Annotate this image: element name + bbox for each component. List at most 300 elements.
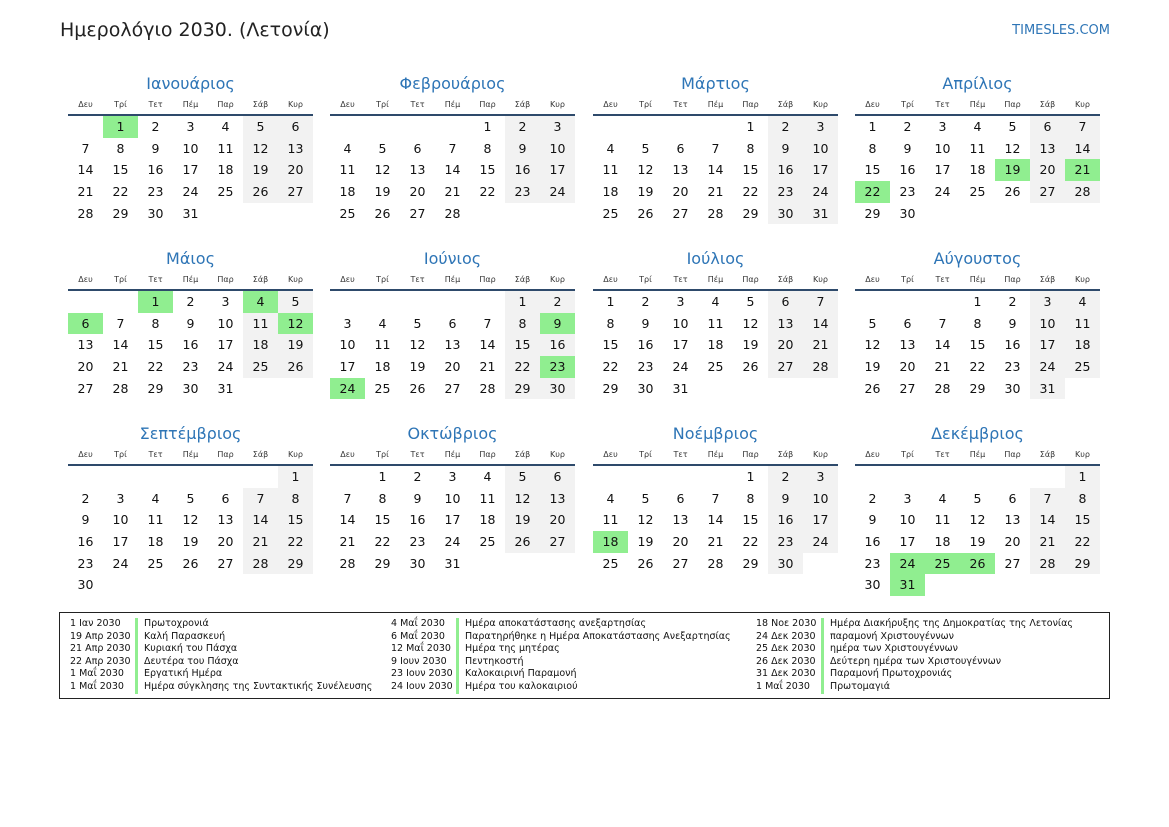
day-cell: 22 bbox=[479, 184, 496, 200]
day-grid bbox=[330, 291, 575, 399]
day-cell: 3 bbox=[221, 294, 230, 309]
day-cell: 8 bbox=[483, 140, 492, 156]
weekday-label: Κυρ bbox=[288, 100, 303, 109]
weekday-label: Παρ bbox=[479, 100, 496, 109]
site-link[interactable]: TIMESLES.COM bbox=[1012, 23, 1110, 38]
weekday-label: Πέμ bbox=[969, 450, 986, 459]
day-cell: 20 bbox=[768, 334, 803, 356]
day-cell: 4 bbox=[343, 140, 352, 156]
day-cell: 18 bbox=[707, 337, 724, 353]
day-cell: 22 bbox=[278, 531, 313, 553]
legend-row bbox=[70, 643, 372, 656]
holiday-day-cell: 24 bbox=[890, 553, 925, 575]
day-cell: 13 bbox=[217, 512, 234, 528]
day-cell: 18 bbox=[602, 184, 619, 200]
day-cell: 16 bbox=[637, 337, 654, 353]
day-cell: 17 bbox=[339, 359, 356, 375]
day-cell: 23 bbox=[899, 184, 916, 200]
day-cell: 22 bbox=[1065, 531, 1100, 553]
day-cell: 31 bbox=[182, 205, 199, 221]
holiday-name: Ημέρα της μητέρας bbox=[465, 643, 560, 655]
weekday-label: Τρί bbox=[639, 450, 652, 459]
holiday-date: 6 Μαΐ 2030 bbox=[391, 630, 445, 642]
day-cell: 21 bbox=[77, 184, 94, 200]
day-cell: 3 bbox=[903, 490, 912, 506]
day-cell: 1 bbox=[606, 294, 615, 309]
empty-cell bbox=[470, 291, 505, 313]
empty-cell bbox=[330, 116, 365, 138]
day-cell: 10 bbox=[444, 490, 461, 506]
day-cell: 14 bbox=[444, 162, 461, 178]
day-cell: 13 bbox=[540, 488, 575, 510]
weekday-label: Κυρ bbox=[1075, 275, 1090, 284]
day-cell: 6 bbox=[540, 466, 575, 488]
day-cell: 5 bbox=[243, 116, 278, 138]
day-cell: 5 bbox=[746, 294, 755, 309]
day-cell: 7 bbox=[483, 315, 492, 331]
holiday-day-cell: 24 bbox=[330, 378, 365, 400]
weekday-label: Τετ bbox=[148, 450, 163, 459]
day-cell: 9 bbox=[868, 512, 877, 528]
empty-cell bbox=[855, 466, 890, 488]
weekday-label: Τετ bbox=[673, 275, 688, 284]
day-cell: 12 bbox=[742, 315, 759, 331]
day-cell: 4 bbox=[938, 490, 947, 506]
weekday-label: Τετ bbox=[148, 100, 163, 109]
weekday-label: Κυρ bbox=[288, 450, 303, 459]
day-cell: 15 bbox=[602, 337, 619, 353]
holiday-date: 22 Απρ 2030 bbox=[70, 655, 131, 667]
day-cell: 27 bbox=[899, 380, 916, 396]
legend-row bbox=[391, 631, 731, 644]
day-cell: 8 bbox=[505, 313, 540, 335]
day-cell: 21 bbox=[112, 359, 129, 375]
day-cell: 14 bbox=[1030, 509, 1065, 531]
day-cell: 24 bbox=[803, 181, 838, 203]
day-cell: 25 bbox=[479, 534, 496, 550]
day-cell: 13 bbox=[409, 162, 426, 178]
holiday-name: Κυριακή του Πάσχα bbox=[144, 643, 238, 655]
day-cell: 24 bbox=[803, 531, 838, 553]
day-cell: 14 bbox=[707, 512, 724, 528]
weekday-label: Τετ bbox=[673, 450, 688, 459]
day-cell: 14 bbox=[339, 512, 356, 528]
day-cell: 13 bbox=[899, 337, 916, 353]
day-cell: 20 bbox=[672, 534, 689, 550]
legend-row bbox=[756, 668, 1073, 681]
day-cell: 14 bbox=[803, 313, 838, 335]
day-cell: 6 bbox=[1008, 490, 1017, 506]
day-cell: 9 bbox=[768, 138, 803, 160]
legend-column-3 bbox=[756, 618, 1073, 694]
day-cell: 2 bbox=[768, 116, 803, 138]
day-cell: 6 bbox=[413, 140, 422, 156]
day-cell: 27 bbox=[672, 555, 689, 571]
day-cell: 1 bbox=[746, 119, 755, 134]
day-cell: 1 bbox=[505, 291, 540, 313]
weekday-header bbox=[68, 270, 313, 291]
day-cell: 20 bbox=[77, 359, 94, 375]
day-cell: 10 bbox=[672, 315, 689, 331]
day-cell: 24 bbox=[217, 359, 234, 375]
empty-cell bbox=[663, 116, 698, 138]
day-cell: 29 bbox=[742, 205, 759, 221]
weekday-label: Σάβ bbox=[252, 450, 269, 459]
day-cell: 15 bbox=[864, 162, 881, 178]
holiday-day-cell: 4 bbox=[243, 291, 278, 313]
weekday-label: Σάβ bbox=[777, 450, 794, 459]
day-cell: 7 bbox=[116, 315, 125, 331]
day-cell: 24 bbox=[182, 184, 199, 200]
day-cell: 29 bbox=[505, 378, 540, 400]
day-cell: 10 bbox=[339, 337, 356, 353]
month-name: Νοέμβριος bbox=[672, 424, 759, 443]
day-cell: 29 bbox=[278, 553, 313, 575]
day-cell: 20 bbox=[1004, 534, 1021, 550]
day-cell: 1 bbox=[378, 469, 387, 484]
empty-cell bbox=[698, 466, 733, 488]
empty-cell bbox=[925, 291, 960, 313]
day-cell: 13 bbox=[1004, 512, 1021, 528]
holiday-marker bbox=[135, 643, 138, 656]
weekday-label: Τρί bbox=[376, 275, 389, 284]
weekday-label: Τετ bbox=[410, 450, 425, 459]
day-cell: 12 bbox=[374, 162, 391, 178]
day-cell: 12 bbox=[969, 512, 986, 528]
day-cell: 23 bbox=[637, 359, 654, 375]
day-cell: 20 bbox=[1030, 159, 1065, 181]
weekday-header bbox=[68, 445, 313, 466]
day-cell: 30 bbox=[182, 380, 199, 396]
holiday-name: Καλή Παρασκευή bbox=[144, 630, 226, 642]
day-cell: 18 bbox=[969, 162, 986, 178]
day-cell: 28 bbox=[479, 380, 496, 396]
weekday-label: Παρ bbox=[479, 275, 496, 284]
day-cell: 26 bbox=[182, 555, 199, 571]
holiday-marker bbox=[456, 631, 459, 644]
day-cell: 20 bbox=[217, 534, 234, 550]
day-cell: 30 bbox=[768, 203, 803, 225]
day-cell: 6 bbox=[278, 116, 313, 138]
day-cell: 5 bbox=[641, 490, 650, 506]
weekday-label: Παρ bbox=[217, 100, 234, 109]
day-cell: 9 bbox=[413, 490, 422, 506]
day-cell: 19 bbox=[278, 334, 313, 356]
empty-cell bbox=[365, 291, 400, 313]
weekday-header bbox=[593, 95, 838, 116]
weekday-label: Τετ bbox=[148, 275, 163, 284]
day-grid bbox=[68, 116, 313, 224]
day-cell: 27 bbox=[409, 205, 426, 221]
day-grid bbox=[68, 291, 313, 399]
day-cell: 2 bbox=[81, 490, 90, 506]
month-name: Μάρτιος bbox=[681, 74, 750, 93]
weekday-label: Τρί bbox=[114, 450, 127, 459]
holiday-name: Παρατηρήθηκε η Ημέρα Αποκατάστασης Ανεξαρτησίας bbox=[465, 630, 731, 642]
holiday-date: 18 Νοε 2030 bbox=[756, 618, 817, 629]
month-block bbox=[593, 72, 838, 224]
day-cell: 7 bbox=[1065, 116, 1100, 138]
day-cell: 28 bbox=[707, 205, 724, 221]
day-cell: 23 bbox=[864, 555, 881, 571]
empty-cell bbox=[103, 291, 138, 313]
legend-row bbox=[70, 631, 372, 644]
day-cell: 1 bbox=[868, 119, 877, 134]
day-cell: 24 bbox=[540, 181, 575, 203]
day-cell: 7 bbox=[711, 140, 720, 156]
weekday-label: Τρί bbox=[114, 275, 127, 284]
day-cell: 26 bbox=[505, 531, 540, 553]
month-block bbox=[330, 422, 575, 574]
day-cell: 18 bbox=[934, 534, 951, 550]
day-cell: 31 bbox=[672, 380, 689, 396]
day-cell: 21 bbox=[707, 184, 724, 200]
day-cell: 14 bbox=[243, 509, 278, 531]
day-cell: 17 bbox=[1030, 334, 1065, 356]
day-cell: 25 bbox=[707, 359, 724, 375]
day-cell: 22 bbox=[374, 534, 391, 550]
day-cell: 10 bbox=[217, 315, 234, 331]
day-cell: 31 bbox=[217, 380, 234, 396]
holiday-date: 1 Μαΐ 2030 bbox=[70, 680, 124, 692]
day-cell: 18 bbox=[147, 534, 164, 550]
day-cell: 25 bbox=[339, 205, 356, 221]
day-grid bbox=[855, 116, 1100, 224]
day-cell: 10 bbox=[934, 140, 951, 156]
day-cell: 1 bbox=[746, 469, 755, 484]
holiday-marker bbox=[135, 618, 138, 631]
day-cell: 19 bbox=[505, 509, 540, 531]
holiday-date: 23 Ιουν 2030 bbox=[391, 668, 453, 680]
day-cell: 26 bbox=[243, 181, 278, 203]
empty-cell bbox=[68, 466, 103, 488]
weekday-label: Δευ bbox=[865, 100, 880, 109]
day-cell: 3 bbox=[343, 315, 352, 331]
day-cell: 27 bbox=[768, 356, 803, 378]
day-cell: 27 bbox=[672, 205, 689, 221]
day-cell: 11 bbox=[934, 512, 951, 528]
weekday-header bbox=[330, 95, 575, 116]
day-cell: 9 bbox=[641, 315, 650, 331]
holiday-name: Ημέρα σύγκλησης της Συντακτικής Συνέλευσης bbox=[144, 680, 373, 692]
month-block bbox=[68, 247, 313, 399]
day-cell: 30 bbox=[409, 555, 426, 571]
weekday-label: Παρ bbox=[479, 450, 496, 459]
empty-cell bbox=[173, 466, 208, 488]
day-cell: 19 bbox=[243, 159, 278, 181]
day-cell: 7 bbox=[448, 140, 457, 156]
day-cell: 27 bbox=[540, 531, 575, 553]
day-cell: 6 bbox=[903, 315, 912, 331]
weekday-label: Τρί bbox=[901, 275, 914, 284]
holiday-name: Ημέρα Διακήρυξης της Δημοκρατίας της Λετονίας bbox=[830, 618, 1073, 629]
day-cell: 31 bbox=[1030, 378, 1065, 400]
day-cell: 30 bbox=[1004, 380, 1021, 396]
holiday-marker bbox=[821, 643, 824, 656]
empty-cell bbox=[435, 291, 470, 313]
holiday-date: 4 Μαΐ 2030 bbox=[391, 618, 445, 629]
weekday-label: Τρί bbox=[639, 275, 652, 284]
day-cell: 11 bbox=[374, 337, 391, 353]
day-grid bbox=[593, 116, 838, 224]
weekday-label: Παρ bbox=[1004, 275, 1021, 284]
holiday-marker bbox=[456, 681, 459, 694]
day-cell: 23 bbox=[505, 181, 540, 203]
day-cell: 2 bbox=[641, 294, 650, 309]
day-cell: 30 bbox=[147, 205, 164, 221]
day-cell: 28 bbox=[77, 205, 94, 221]
day-cell: 13 bbox=[672, 512, 689, 528]
day-cell: 26 bbox=[1004, 184, 1021, 200]
page-title: Ημερολόγιο 2030. (Λετονία) bbox=[60, 19, 330, 41]
empty-cell bbox=[593, 116, 628, 138]
day-cell: 20 bbox=[409, 184, 426, 200]
month-block bbox=[68, 422, 313, 596]
empty-cell bbox=[628, 116, 663, 138]
empty-cell bbox=[628, 466, 663, 488]
day-grid bbox=[68, 466, 313, 596]
holiday-day-cell: 26 bbox=[960, 553, 995, 575]
empty-cell bbox=[995, 466, 1030, 488]
weekday-label: Τρί bbox=[639, 100, 652, 109]
day-cell: 8 bbox=[868, 140, 877, 156]
legend-row bbox=[70, 668, 372, 681]
day-cell: 16 bbox=[768, 159, 803, 181]
day-cell: 5 bbox=[641, 140, 650, 156]
day-cell: 4 bbox=[151, 490, 160, 506]
weekday-label: Πέμ bbox=[707, 100, 724, 109]
day-cell: 28 bbox=[112, 380, 129, 396]
day-cell: 10 bbox=[540, 138, 575, 160]
day-cell: 21 bbox=[444, 184, 461, 200]
legend-column-1 bbox=[70, 618, 372, 694]
day-cell: 14 bbox=[1065, 138, 1100, 160]
day-cell: 14 bbox=[77, 162, 94, 178]
day-cell: 1 bbox=[973, 294, 982, 309]
weekday-label: Παρ bbox=[1004, 100, 1021, 109]
holiday-marker bbox=[821, 656, 824, 669]
day-cell: 5 bbox=[378, 140, 387, 156]
day-cell: 26 bbox=[742, 359, 759, 375]
legend-row bbox=[391, 668, 731, 681]
weekday-label: Πέμ bbox=[182, 275, 199, 284]
day-cell: 25 bbox=[1065, 356, 1100, 378]
holiday-marker bbox=[135, 681, 138, 694]
empty-cell bbox=[855, 291, 890, 313]
month-name: Απρίλιος bbox=[942, 74, 1013, 93]
empty-cell bbox=[663, 466, 698, 488]
day-cell: 10 bbox=[112, 512, 129, 528]
day-cell: 20 bbox=[540, 509, 575, 531]
holiday-day-cell: 25 bbox=[925, 553, 960, 575]
weekday-label: Σάβ bbox=[1039, 100, 1056, 109]
day-cell: 18 bbox=[339, 184, 356, 200]
weekday-label: Δευ bbox=[340, 100, 355, 109]
weekday-label: Τρί bbox=[114, 100, 127, 109]
holiday-name: Δευτέρα του Πάσχα bbox=[144, 655, 239, 667]
day-cell: 10 bbox=[803, 138, 838, 160]
day-cell: 2 bbox=[186, 294, 195, 309]
day-cell: 20 bbox=[444, 359, 461, 375]
day-cell: 9 bbox=[505, 138, 540, 160]
day-cell: 6 bbox=[676, 490, 685, 506]
day-cell: 25 bbox=[602, 555, 619, 571]
holiday-day-cell: 18 bbox=[593, 531, 628, 553]
day-cell: 14 bbox=[707, 162, 724, 178]
day-cell: 13 bbox=[77, 337, 94, 353]
day-cell: 14 bbox=[934, 337, 951, 353]
day-cell: 15 bbox=[969, 337, 986, 353]
legend-row bbox=[391, 618, 731, 631]
holiday-name: Πρωτομαγιά bbox=[830, 680, 891, 692]
day-cell: 16 bbox=[864, 534, 881, 550]
day-cell: 28 bbox=[803, 356, 838, 378]
day-cell: 22 bbox=[602, 359, 619, 375]
weekday-label: Πέμ bbox=[444, 100, 461, 109]
day-cell: 25 bbox=[602, 205, 619, 221]
day-cell: 30 bbox=[77, 577, 94, 593]
day-cell: 21 bbox=[934, 359, 951, 375]
weekday-label: Κυρ bbox=[1075, 100, 1090, 109]
weekday-label: Τετ bbox=[410, 275, 425, 284]
day-cell: 3 bbox=[938, 119, 947, 134]
weekday-header bbox=[855, 95, 1100, 116]
day-cell: 23 bbox=[77, 555, 94, 571]
legend-row bbox=[756, 656, 1073, 669]
holiday-marker bbox=[821, 631, 824, 644]
day-grid bbox=[855, 291, 1100, 399]
day-cell: 18 bbox=[243, 334, 278, 356]
day-cell: 15 bbox=[742, 512, 759, 528]
day-cell: 8 bbox=[746, 140, 755, 156]
month-block bbox=[330, 72, 575, 224]
day-cell: 4 bbox=[973, 119, 982, 134]
legend-row bbox=[756, 681, 1073, 694]
weekday-label: Παρ bbox=[1004, 450, 1021, 459]
day-cell: 7 bbox=[711, 490, 720, 506]
day-cell: 22 bbox=[112, 184, 129, 200]
empty-cell bbox=[435, 116, 470, 138]
weekday-label: Δευ bbox=[78, 275, 93, 284]
day-cell: 28 bbox=[444, 205, 461, 221]
weekday-label: Σάβ bbox=[777, 100, 794, 109]
weekday-label: Τρί bbox=[376, 450, 389, 459]
empty-cell bbox=[890, 466, 925, 488]
month-name: Φεβρουάριος bbox=[399, 74, 506, 93]
weekday-label: Τετ bbox=[935, 275, 950, 284]
holiday-name: παραμονή Χριστουγέννων bbox=[830, 630, 954, 642]
day-cell: 3 bbox=[1030, 291, 1065, 313]
day-cell: 17 bbox=[803, 509, 838, 531]
empty-cell bbox=[243, 466, 278, 488]
day-cell: 12 bbox=[409, 337, 426, 353]
day-cell: 22 bbox=[742, 534, 759, 550]
day-cell: 28 bbox=[707, 555, 724, 571]
day-cell: 16 bbox=[899, 162, 916, 178]
day-cell: 12 bbox=[1004, 140, 1021, 156]
day-cell: 29 bbox=[864, 205, 881, 221]
holiday-day-cell: 21 bbox=[1065, 159, 1100, 181]
holiday-name: Παραμονή Πρωτοχρονιάς bbox=[830, 668, 953, 680]
day-cell: 15 bbox=[112, 162, 129, 178]
weekday-label: Σάβ bbox=[514, 275, 531, 284]
day-cell: 20 bbox=[672, 184, 689, 200]
day-cell: 29 bbox=[602, 380, 619, 396]
holiday-date: 21 Απρ 2030 bbox=[70, 643, 131, 655]
day-cell: 28 bbox=[1030, 553, 1065, 575]
day-cell: 25 bbox=[147, 555, 164, 571]
holiday-day-cell: 1 bbox=[138, 291, 173, 313]
